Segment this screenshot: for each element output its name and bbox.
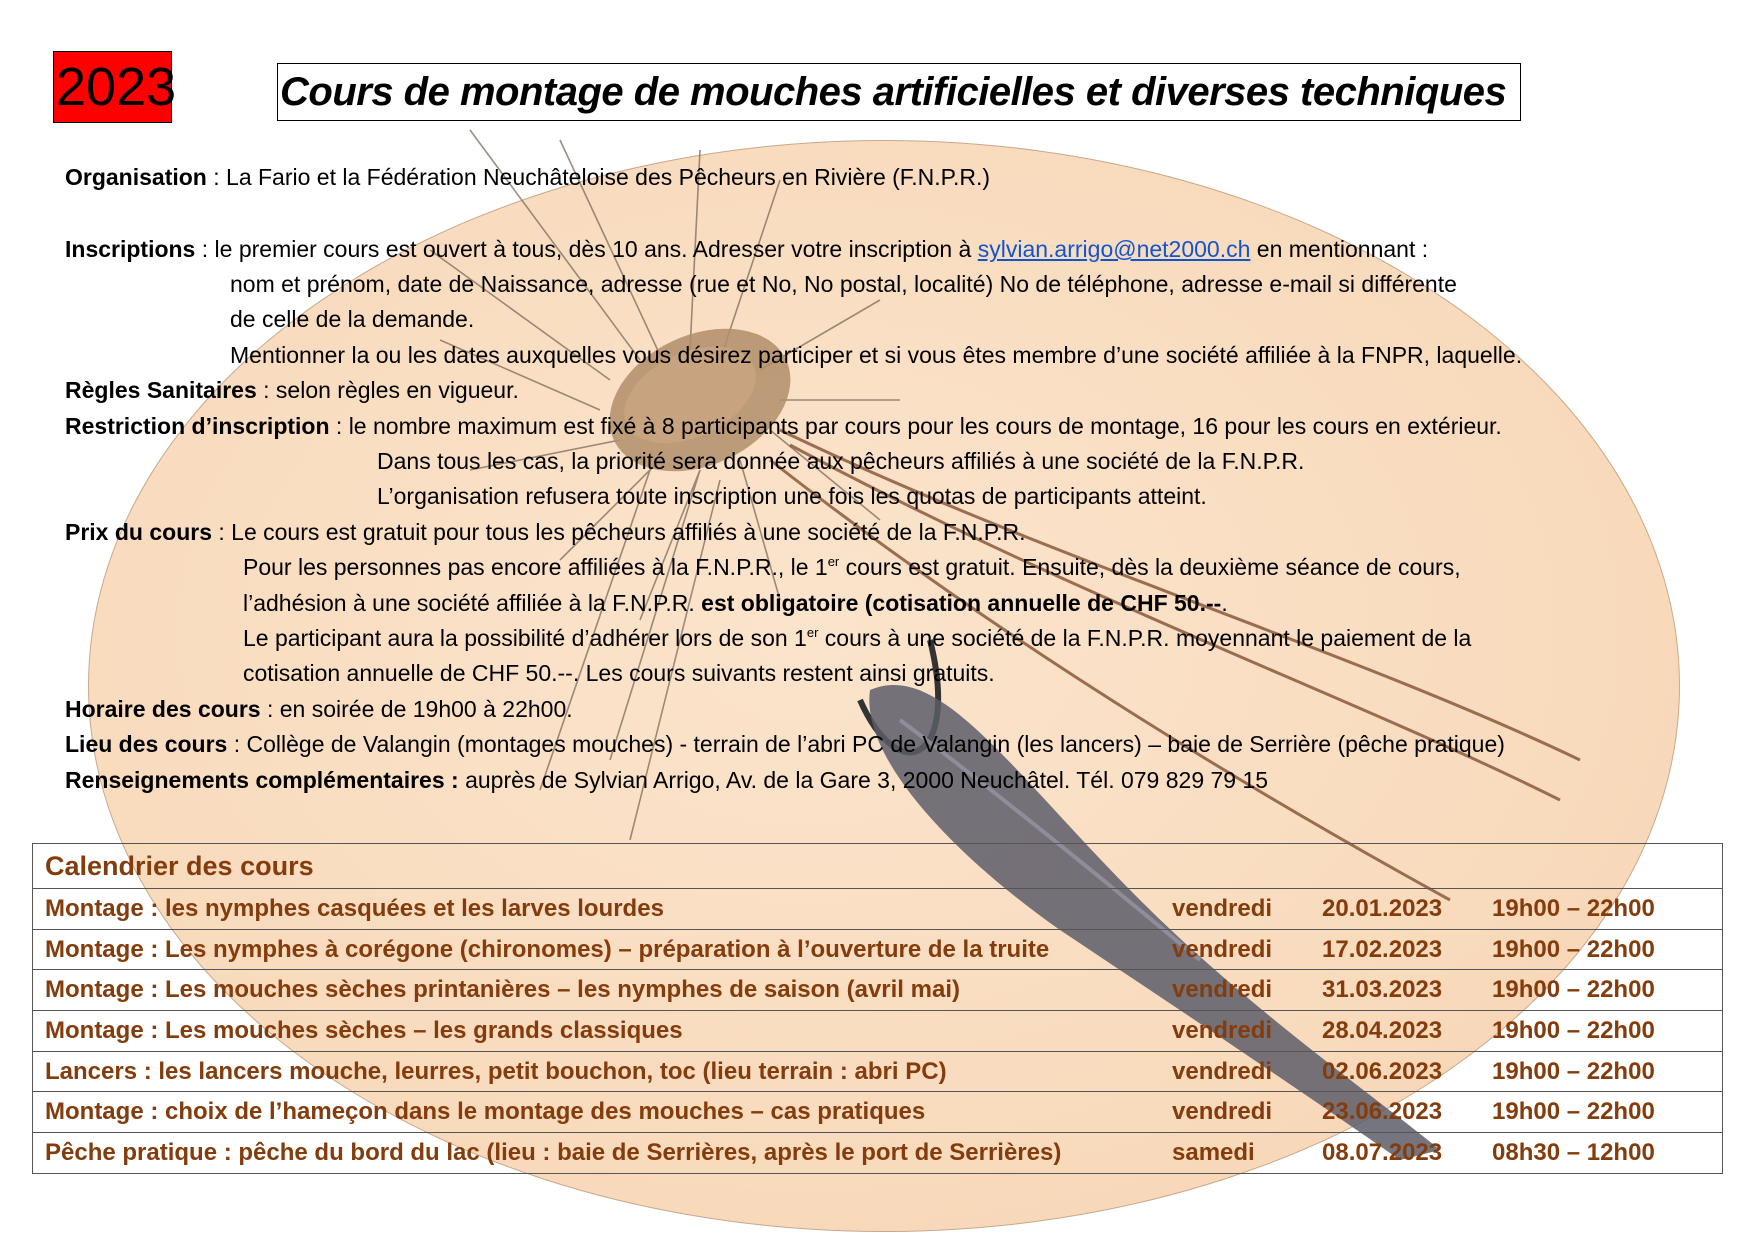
course-label: Montage : les nymphes casquées et les larves lourdes — [33, 889, 1173, 930]
course-day: samedi — [1172, 1133, 1322, 1174]
prix-detail-3b: cours à une société de la F.N.P.R. moyennant le paiement de la — [818, 625, 1472, 651]
course-time: 08h30 – 12h00 — [1492, 1133, 1723, 1174]
regles-text: : selon règles en vigueur. — [256, 377, 519, 403]
restriction-detail-1: Dans tous les cas, la priorité sera donnée aux pêcheurs affiliés à une société de la F.N.P.R. — [377, 448, 1305, 474]
inscriptions-text: : le premier cours est ouvert à tous, dès 10 ans. Adresser votre inscription à — [195, 236, 978, 262]
inscriptions-label: Inscriptions — [65, 236, 196, 262]
restriction-text: : le nombre maximum est fixé à 8 participants par cours pour les cours de montage, 16 pour les cours en extérieur. — [329, 413, 1502, 439]
course-label: Montage : Les mouches sèches printanières – les nymphes de saison (avril mai) — [33, 970, 1173, 1011]
course-date: 20.01.2023 — [1322, 889, 1492, 930]
organisation-line — [65, 162, 990, 192]
inscriptions-detail-3: Mentionner la ou les dates auxquelles vous désirez participer et si vous êtes membre d’une société affiliée à la FNPR, laquelle. — [230, 342, 1523, 368]
prix-label: Prix du cours — [65, 519, 212, 545]
horaire-label: Horaire des cours — [65, 696, 261, 722]
course-date: 31.03.2023 — [1322, 970, 1492, 1011]
prix-detail-1-sup: er — [827, 554, 840, 569]
lieu-label: Lieu des cours — [65, 731, 228, 757]
course-time: 19h00 – 22h00 — [1492, 1051, 1723, 1092]
calendar-table — [32, 843, 1723, 1174]
organisation-label: Organisation — [65, 164, 207, 190]
lieu-line — [65, 729, 1505, 759]
calendar-row — [33, 889, 1723, 930]
prix-detail-1b: cours est gratuit. Ensuite, dès la deuxième séance de cours, — [839, 554, 1461, 580]
organisation-text: : La Fario et la Fédération Neuchâteloise des Pêcheurs en Rivière (F.N.P.R.) — [206, 164, 991, 190]
course-date: 02.06.2023 — [1322, 1051, 1492, 1092]
horaire-text: : en soirée de 19h00 à 22h00. — [260, 696, 573, 722]
calendar-row — [33, 970, 1723, 1011]
restriction-detail-2: L’organisation refusera toute inscription une fois les quotas de participants atteint. — [377, 483, 1207, 509]
renseignements-text: auprès de Sylvian Arrigo, Av. de la Gare 3, 2000 Neuchâtel. Tél. 079 829 79 15 — [458, 767, 1269, 793]
prix-text: : Le cours est gratuit pour tous les pêcheurs affiliés à une société de la F.N.P.R. — [211, 519, 1026, 545]
calendar-row — [33, 1133, 1723, 1174]
calendar-title: Calendrier des cours — [33, 844, 1723, 889]
year-badge: 2023 — [53, 51, 172, 123]
inscriptions-line — [65, 234, 1428, 264]
prix-detail-2a: l’adhésion à une société affiliée à la F.N.P.R. — [243, 590, 702, 616]
calendar-row — [33, 1092, 1723, 1133]
course-time: 19h00 – 22h00 — [1492, 1011, 1723, 1052]
course-time: 19h00 – 22h00 — [1492, 929, 1723, 970]
course-date: 28.04.2023 — [1322, 1011, 1492, 1052]
calendar-row — [33, 1011, 1723, 1052]
calendar-row — [33, 929, 1723, 970]
regles-label: Règles Sanitaires — [65, 377, 257, 403]
course-time: 19h00 – 22h00 — [1492, 889, 1723, 930]
prix-detail-3-sup: er — [806, 625, 819, 640]
course-label: Lancers : les lancers mouche, leurres, petit bouchon, toc (lieu terrain : abri PC) — [33, 1051, 1173, 1092]
page-title: Cours de montage de mouches artificielles et diverses techniques — [277, 63, 1521, 121]
prix-detail-2 — [243, 588, 1228, 618]
lieu-text: : Collège de Valangin (montages mouches) - terrain de l’abri PC de Valangin (les lancers) – baie de Serrière (pêche pratique) — [227, 731, 1505, 757]
regles-line — [65, 375, 519, 405]
email-link[interactable]: sylvian.arrigo@net2000.ch — [977, 236, 1251, 262]
inscriptions-detail-2: de celle de la demande. — [230, 306, 475, 332]
prix-detail-2c: . — [1221, 590, 1228, 616]
course-day: vendredi — [1172, 1051, 1322, 1092]
inscriptions-detail-1: nom et prénom, date de Naissance, adresse (rue et No, No postal, localité) No de téléphone, adresse e-mail si différente — [230, 271, 1457, 297]
restriction-label: Restriction d’inscription — [65, 413, 330, 439]
course-time: 19h00 – 22h00 — [1492, 970, 1723, 1011]
course-label: Montage : Les mouches sèches – les grands classiques — [33, 1011, 1173, 1052]
course-date: 08.07.2023 — [1322, 1133, 1492, 1174]
calendar-header-row — [33, 844, 1723, 889]
calendar-row — [33, 1051, 1723, 1092]
course-day: vendredi — [1172, 1011, 1322, 1052]
course-day: vendredi — [1172, 1092, 1322, 1133]
inscriptions-text-end: en mentionnant : — [1250, 236, 1429, 262]
course-label: Montage : Les nymphes à corégone (chironomes) – préparation à l’ouverture de la truite — [33, 929, 1173, 970]
course-day: vendredi — [1172, 929, 1322, 970]
course-day: vendredi — [1172, 889, 1322, 930]
prix-detail-1 — [243, 552, 1461, 582]
prix-detail-1a: Pour les personnes pas encore affiliées à la F.N.P.R., le 1 — [243, 554, 828, 580]
horaire-line — [65, 694, 573, 724]
renseignements-label: Renseignements complémentaires : — [65, 767, 459, 793]
prix-line — [65, 517, 1026, 547]
course-date: 23.06.2023 — [1322, 1092, 1492, 1133]
prix-detail-3a: Le participant aura la possibilité d’adhérer lors de son 1 — [243, 625, 807, 651]
prix-detail-4: cotisation annuelle de CHF 50.--. Les cours suivants restent ainsi gratuits. — [243, 660, 995, 686]
course-label: Montage : choix de l’hameçon dans le montage des mouches – cas pratiques — [33, 1092, 1173, 1133]
course-label: Pêche pratique : pêche du bord du lac (lieu : baie de Serrières, après le port de Serrières) — [33, 1133, 1173, 1174]
renseignements-line — [65, 765, 1268, 795]
course-day: vendredi — [1172, 970, 1322, 1011]
prix-detail-2b: est obligatoire (cotisation annuelle de CHF 50.-- — [701, 590, 1222, 616]
prix-detail-3 — [243, 623, 1471, 653]
course-time: 19h00 – 22h00 — [1492, 1092, 1723, 1133]
course-date: 17.02.2023 — [1322, 929, 1492, 970]
restriction-line — [65, 411, 1502, 441]
